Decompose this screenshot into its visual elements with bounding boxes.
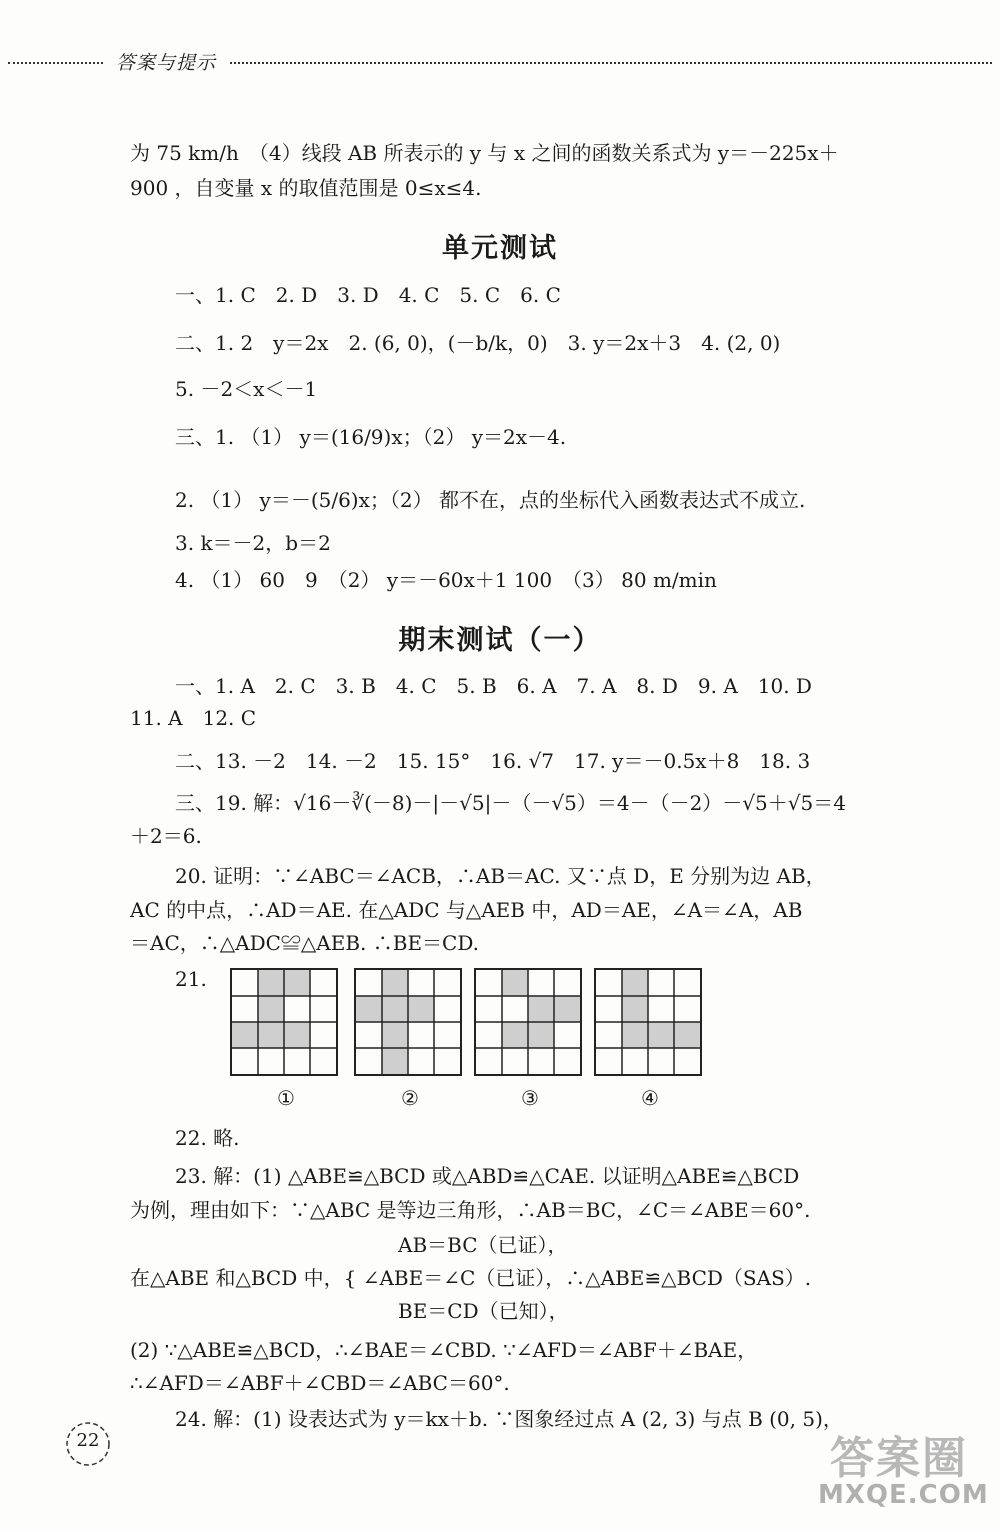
shaded-cell <box>408 996 434 1022</box>
shaded-cell <box>382 996 408 1022</box>
final-test-line: (2) ∵△ABE≌△BCD，∴∠BAE＝∠CBD. ∵∠AFD＝∠ABF＋∠BAE， <box>130 1338 758 1362</box>
grid-figure-2 <box>354 968 462 1076</box>
unit-test-line: 二、1. 2 y＝2x 2. (6, 0)，(－b/k，0) 3. y＝2x＋3 4. (2, 0) <box>175 331 781 355</box>
shaded-cell <box>502 1022 528 1048</box>
shaded-cell <box>622 1022 648 1048</box>
grid-svg <box>356 970 460 1074</box>
grid-label-2: ② <box>401 1086 419 1110</box>
final-test-line: 21. <box>175 967 207 991</box>
final-test-heading: 期末测试（一） <box>398 625 602 656</box>
page-number-badge <box>62 1418 114 1470</box>
grid-label-4: ④ <box>641 1086 659 1110</box>
grid-figure-4 <box>594 968 702 1076</box>
final-test-line: ＋2＝6. <box>130 824 202 848</box>
unit-test-line: 2. （1） y＝－(5/6)x；（2） 都不在，点的坐标代入函数表达式不成立. <box>175 488 806 512</box>
unit-test-line: 一、1. C 2. D 3. D 4. C 5. C 6. C <box>175 283 561 307</box>
final-test-line: 二、13. －2 14. －2 15. 15° 16. √7 17. y＝－0.5x＋8 18. 3 <box>175 749 811 773</box>
brace-line-3: BE＝CD（已知）， <box>398 1299 569 1323</box>
shaded-cell <box>382 970 408 996</box>
shaded-cell <box>502 970 528 996</box>
watermark-text: 答案圈 <box>830 1433 968 1484</box>
shaded-cell <box>232 1022 258 1048</box>
shaded-cell <box>674 1022 700 1048</box>
grid-figure-3 <box>474 968 582 1076</box>
unit-test-line: 3. k＝－2，b＝2 <box>175 531 331 555</box>
final-test-line: 22. 略. <box>175 1126 240 1150</box>
grid-svg <box>232 970 336 1074</box>
shaded-cell <box>258 1022 284 1048</box>
shaded-cell <box>554 996 580 1022</box>
shaded-cell <box>382 1048 408 1074</box>
intro-line-1: 为 75 km/h （4）线段 AB 所表示的 y 与 x 之间的函数关系式为 y＝－225x＋ <box>130 141 839 165</box>
shaded-cell <box>622 996 648 1022</box>
watermark-url: MXQE.COM <box>818 1480 989 1510</box>
final-test-line: 24. 解：(1) 设表达式为 y＝kx＋b. ∵图象经过点 A (2, 3) 与点 B (0, 5)， <box>175 1407 843 1431</box>
final-test-line: ∴∠AFD＝∠ABF＋∠CBD＝∠ABC＝60°. <box>130 1371 510 1395</box>
final-test-line: 一、1. A 2. C 3. B 4. C 5. B 6. A 7. A 8. D 9. A 10. D <box>175 674 812 698</box>
shaded-cell <box>622 970 648 996</box>
shaded-cell <box>356 996 382 1022</box>
final-test-line: 为例，理由如下：∵△ABC 是等边三角形，∴AB＝BC，∠C＝∠ABE＝60°. <box>130 1198 811 1222</box>
grid-svg <box>476 970 580 1074</box>
grid-figure-1 <box>230 968 338 1076</box>
unit-test-line: 4. （1） 60 9 （2） y＝－60x＋1 100 （3） 80 m/min <box>175 568 717 592</box>
shaded-cell <box>528 1022 554 1048</box>
shaded-cell <box>258 970 284 996</box>
final-test-line: 23. 解：(1) △ABE≌△BCD 或△ABD≌△CAE. 以证明△ABE≌△BCD <box>175 1164 800 1188</box>
grid-svg <box>596 970 700 1074</box>
header-title: 答案与提示 <box>116 52 217 74</box>
final-test-line: AC 的中点，∴AD＝AE. 在△ADC 与△AEB 中，AD＝AE，∠A＝∠A，AB <box>130 898 803 922</box>
unit-test-line: 三、1. （1） y＝(16/9)x；（2） y＝2x－4. <box>175 425 567 449</box>
shaded-cell <box>528 996 554 1022</box>
final-test-line: 20. 证明：∵∠ABC＝∠ACB，∴AB＝AC. 又∵点 D，E 分别为边 AB， <box>175 864 826 888</box>
unit-test-heading: 单元测试 <box>442 233 558 264</box>
final-test-line: 11. A 12. C <box>130 706 257 730</box>
shaded-cell <box>284 970 310 996</box>
brace-line-main: 在△ABE 和△BCD 中，{ ∠ABE＝∠C（已证），∴△ABE≌△BCD（SAS）. <box>130 1266 812 1290</box>
shaded-cell <box>284 1022 310 1048</box>
shaded-cell <box>382 1022 408 1048</box>
final-test-line: ＝AC，∴△ADC≌△AEB. ∴BE＝CD. <box>130 931 480 955</box>
brace-line-1: AB＝BC（已证）， <box>398 1233 568 1257</box>
grid-label-1: ① <box>277 1086 295 1110</box>
page-number: 22 <box>76 1430 100 1451</box>
final-test-line: 三、19. 解：√16－∛(－8)－|－√5|－（－√5）＝4－（－2）－√5＋√5＝4 <box>175 791 846 815</box>
running-header <box>8 48 992 76</box>
intro-line-2: 900 ，自变量 x 的取值范围是 0≤x≤4. <box>130 176 482 200</box>
shaded-cell <box>648 1022 674 1048</box>
unit-test-line: 5. －2＜x＜－1 <box>175 377 318 401</box>
header-dotted-rule-right <box>230 62 992 64</box>
header-dotted-rule-left <box>8 62 103 64</box>
grid-label-3: ③ <box>521 1086 539 1110</box>
watermark-logo <box>810 1422 990 1522</box>
shaded-cell <box>258 996 284 1022</box>
